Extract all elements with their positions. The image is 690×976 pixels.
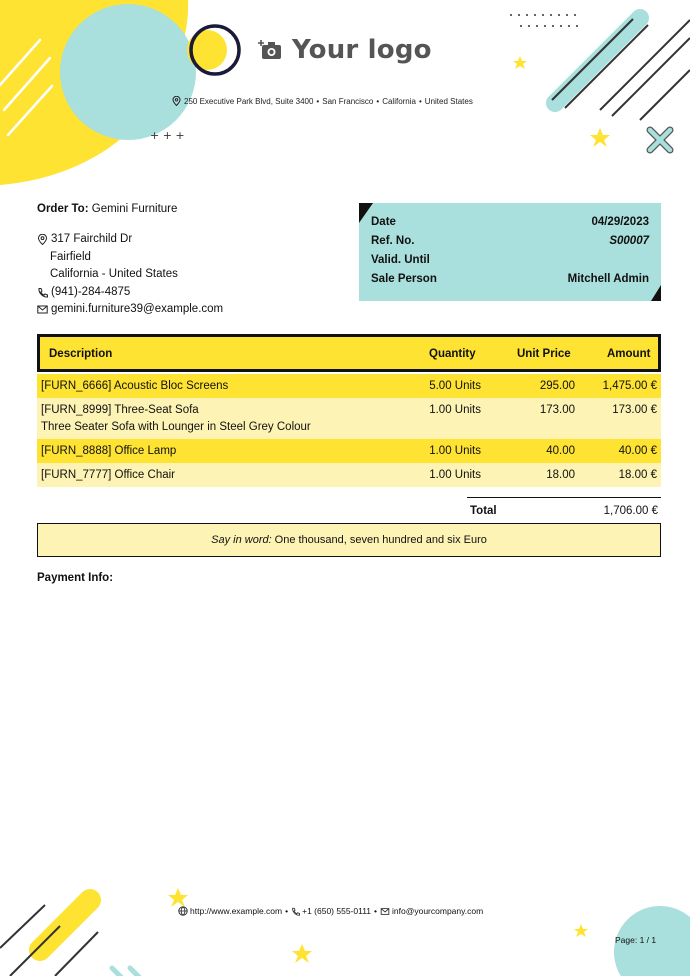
- row-quantity: 5.00 Units: [429, 380, 481, 392]
- date-value: 04/29/2023: [591, 216, 649, 228]
- words-value: One thousand, seven hundred and six Euro: [274, 534, 487, 546]
- footer-phone: +1 (650) 555-0111: [302, 906, 372, 916]
- date-label: Date: [371, 216, 396, 228]
- phone-icon: [291, 907, 300, 916]
- plus-signs-deco: + + +: [150, 129, 185, 142]
- table-row: [37, 463, 661, 487]
- row-unit-price: 295.00: [539, 380, 575, 392]
- location-pin-icon: [37, 234, 48, 245]
- camera-icon: [258, 39, 282, 61]
- col-quantity: Quantity: [429, 348, 476, 360]
- customer-address: [37, 231, 223, 319]
- row-description-detail: Three Seater Sofa with Lounger in Steel Grey Colour: [41, 421, 311, 433]
- row-quantity: 1.00 Units: [429, 404, 481, 416]
- capsule-outline-3: [640, 70, 690, 120]
- table-row: [37, 374, 661, 398]
- logo-yellow-dot: [187, 30, 227, 70]
- table-row: [37, 398, 661, 439]
- ref-label: Ref. No.: [371, 235, 415, 247]
- row-description: [FURN_8888] Office Lamp: [41, 445, 177, 457]
- row-unit-price: 40.00: [546, 445, 575, 457]
- info-ref-row: [371, 235, 649, 247]
- address-city: San Francisco: [322, 96, 374, 106]
- star-yellow-shape: [168, 888, 188, 907]
- footer-website[interactable]: http://www.example.com: [190, 906, 283, 916]
- payment-info-label: Payment Info:: [37, 572, 114, 584]
- star-small-shape: [513, 56, 527, 69]
- table-row: [37, 439, 661, 463]
- teal-circle-shape: [60, 4, 196, 140]
- total-label: Total: [470, 505, 497, 517]
- footer-contact: http://www.example.com • +1 (650) 555-0111 • info@yourcompany.com: [178, 906, 483, 916]
- total-divider: [467, 497, 661, 498]
- company-address: 250 Executive Park Blvd, Suite 3400 • San Francisco • California • United States: [172, 96, 473, 106]
- row-description: [FURN_8999] Three-Seat Sofa: [41, 404, 199, 416]
- phone-icon: [37, 287, 48, 298]
- footer-email[interactable]: info@yourcompany.com: [392, 906, 484, 916]
- col-unit-price: Unit Price: [517, 348, 571, 360]
- address-country: United States: [424, 96, 473, 106]
- logo-text: Your logo: [292, 35, 432, 65]
- yellow-capsule-shape: [40, 900, 90, 950]
- col-amount: Amount: [607, 348, 651, 360]
- email-icon: [380, 907, 390, 916]
- star-yellow-shape: [590, 128, 610, 147]
- globe-icon: [178, 906, 188, 916]
- info-date-row: [371, 216, 649, 228]
- address-state: California: [382, 96, 416, 106]
- info-sales-row: [371, 273, 649, 285]
- teal-capsule-shape: [555, 18, 640, 103]
- sales-value: Mitchell Admin: [567, 273, 649, 285]
- star-small-shape: [574, 924, 588, 937]
- amount-in-words: [37, 523, 661, 557]
- location-pin-icon: [172, 96, 181, 106]
- row-amount: 18.00 €: [618, 469, 657, 481]
- row-unit-price: 18.00: [546, 469, 575, 481]
- customer-email[interactable]: gemini.furniture39@example.com: [51, 303, 224, 315]
- dots-pattern-shape: [510, 14, 578, 27]
- row-amount: 1,475.00 €: [602, 380, 657, 392]
- customer-name: Gemini Furniture: [91, 203, 178, 215]
- order-info-box: [359, 203, 661, 301]
- star-yellow-shape: [292, 944, 312, 963]
- table-header: [37, 334, 661, 372]
- address-street: 250 Executive Park Blvd, Suite 3400: [184, 96, 314, 106]
- corner-triangle-shape: [651, 285, 661, 301]
- page-number: Page: 1 / 1: [615, 935, 657, 945]
- row-quantity: 1.00 Units: [429, 445, 481, 457]
- customer-street: 317 Fairchild Dr: [51, 233, 133, 245]
- valid-label: Valid. Until: [371, 254, 430, 266]
- company-logo: [258, 30, 432, 70]
- row-quantity: 1.00 Units: [429, 469, 481, 481]
- order-to: [37, 203, 177, 215]
- row-unit-price: 173.00: [539, 404, 575, 416]
- total-value: 1,706.00 €: [603, 505, 658, 517]
- row-amount: 40.00 €: [618, 445, 657, 457]
- customer-state-country: California - United States: [50, 268, 178, 280]
- info-valid-row: [371, 254, 649, 266]
- ref-value: S00007: [609, 235, 649, 247]
- order-to-label: Order To:: [37, 203, 89, 215]
- customer-phone: (941)-284-4875: [51, 285, 131, 298]
- row-description: [FURN_7777] Office Chair: [41, 469, 176, 481]
- row-amount: 173.00 €: [612, 404, 657, 416]
- row-description: [FURN_6666] Acoustic Bloc Screens: [41, 380, 229, 392]
- col-description: Description: [49, 348, 113, 360]
- footer-decoration: [0, 880, 690, 976]
- words-label: Say in word:: [211, 534, 272, 546]
- email-icon: [37, 304, 48, 315]
- sales-label: Sale Person: [371, 273, 437, 285]
- customer-city: Fairfield: [50, 250, 91, 263]
